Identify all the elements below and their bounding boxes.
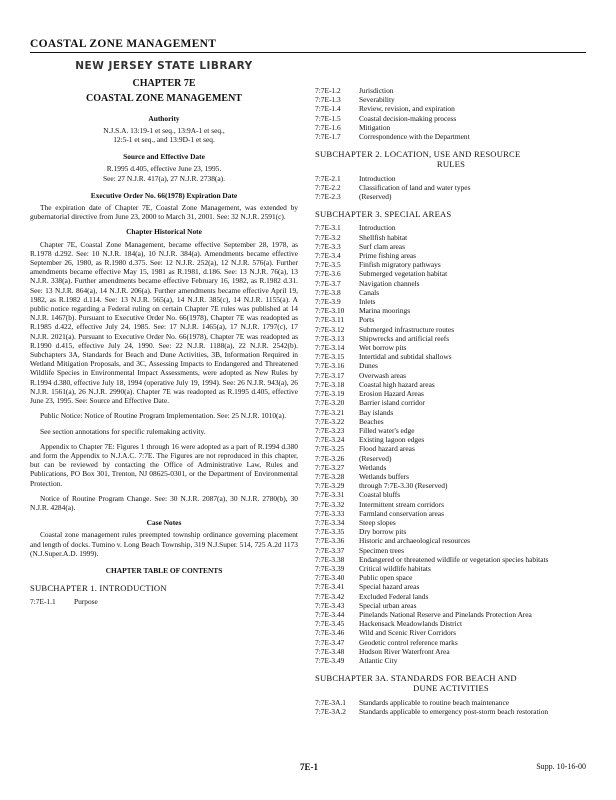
toc-item	[315, 638, 587, 647]
toc-item-number: 7:7E-1.6	[315, 122, 341, 132]
left-column	[30, 62, 298, 607]
toc-item-number: 7:7E-3.13	[315, 333, 345, 343]
toc-item	[315, 233, 587, 242]
toc-item-number: 7:7E-3.45	[315, 619, 345, 629]
toc-item-number: 7:7E-3.38	[315, 554, 345, 564]
toc-item	[315, 619, 587, 628]
toc-heading: CHAPTER TABLE OF CONTENTS	[105, 565, 223, 575]
toc-item-title: Classification of land and water types	[359, 182, 471, 192]
toc-item-title: Standards applicable to routine beach maintenance	[359, 697, 510, 707]
toc-item-title: Beaches	[359, 416, 384, 426]
subchapter-2-heading-line1: SUBCHAPTER 2. LOCATION, USE AND RESOURCE	[315, 149, 521, 160]
page-number: 7E-1	[300, 762, 318, 772]
toc-item-number: 7:7E-1.2	[315, 86, 341, 95]
toc-item	[315, 573, 587, 582]
toc-item	[315, 269, 587, 278]
toc-item	[315, 279, 587, 288]
toc-item	[315, 564, 587, 573]
toc-item-number: 7:7E-3.20	[315, 398, 345, 408]
toc-item	[315, 223, 587, 232]
toc-item-title: Jurisdiction	[359, 86, 394, 95]
toc-item-title: Excluded Federal lands	[359, 591, 429, 601]
toc-item	[315, 536, 587, 545]
toc-item	[315, 454, 587, 463]
toc-item	[315, 500, 587, 509]
toc-item-number: 7:7E-3.32	[315, 499, 345, 509]
toc-item	[315, 95, 587, 104]
toc-item-title: Introduction	[359, 173, 396, 183]
toc-item-title: Canals	[359, 287, 380, 297]
toc-item-number: 7:7E-3.2	[315, 232, 341, 242]
toc-item	[30, 597, 298, 606]
toc-item-number: 7:7E-2.2	[315, 182, 341, 192]
history-paragraph: Chapter 7E, Coastal Zone Management, became effective September 28, 1978, as R.1978 d.292. See: 10 N.J.R. 184(a), 10 N.J.R. 384(a). Amendments became effective September 26, 1980, as R.1980 d.375. See: 12 N.J.R. 252(a), 12 N.J.R. 576(a). Further amendments became effective May 15, 1981 as R.1981, d.186. See: 13 N.J.R. 76(a), 13 N.J.R. 338(a). Further amendments became effective February 16, 1982, as R.1982 d.31. See: 13 N.J.R. 864(a), 14 N.J.R. 206(a). Further amendments became effective April 19, 1982, as R.1982 d.114. See: 13 N.J.R. 565(a), 14 N.J.R. 385(c), 14 N.J.R. 1155(a). A public notice regarding a Federal ruling on certain Chapter 7E rules was published at 14 N.J.R. 1467(b). Pursuant to Executive Order No. 66(1978), Chapter 7E was readopted as R.1985 d.422, effective July 24, 1985. See: 17 N.J.R. 1465(a), 17 N.J.R. 1797(c), 17 N.J.R. 2021(a). Pursuant to Executive Order No. 66(1978), Chapter 7E was readopted as R.1990 d.415, effective July 24, 1990. See: 22 N.J.R. 1188(a), 22 N.J.R. 2542(b). Subchapters 3A, Standards for Beach and Dune Activities, 3B, Information Required in Wetland Mitigation Proposals, and 3C, Assessing Impacts to Endangered and Threatened Wildlife Species in Environmental Impact Assessments, were adopted as New Rules by R.1994 d.380, effective July 18, 1994 (operative July 19, 1994). See: 26 N.J.R. 943(a), 26 N.J.R. 1561(a), 26 N.J.R. 2990(a). Chapter 7E was readopted as R.1995 d.405, effective June 23, 1995. See: Source and Effective Date.	[30, 239, 298, 406]
toc-item	[315, 183, 587, 192]
toc-item-title: Critical wildlife habitats	[359, 563, 431, 573]
toc-item-title: Coastal high hazard areas	[359, 379, 435, 389]
toc-item-title: Severability	[359, 95, 395, 105]
toc-item	[315, 417, 587, 426]
chapter-label: CHAPTER 7E	[132, 78, 196, 90]
toc-item	[315, 288, 587, 297]
toc-item	[315, 426, 587, 435]
toc-item-number: 7:7E-3.26	[315, 453, 345, 463]
toc-item-title: Navigation channels	[359, 278, 420, 288]
toc-item-number: 7:7E-3.18	[315, 379, 345, 389]
toc-item-title: Atlantic City	[359, 655, 398, 665]
toc-item-title: Submerged vegetation habitat	[359, 269, 448, 279]
toc-item	[315, 481, 587, 490]
toc-item-number: 7:7E-2.1	[315, 173, 341, 183]
toc-item	[315, 389, 587, 398]
toc-item-number: 7:7E-3.7	[315, 278, 341, 288]
toc-item	[315, 334, 587, 343]
toc-item	[315, 306, 587, 315]
library-stamp: NEW JERSEY STATE LIBRARY	[75, 60, 253, 72]
toc-item-number: 7:7E-3.19	[315, 389, 345, 399]
toc-item-title: Special hazard areas	[359, 582, 420, 592]
toc-item-title: (Reserved)	[359, 453, 392, 463]
toc-item-title: Standards applicable to emergency post-storm beach restoration	[359, 706, 549, 716]
toc-item-number: 7:7E-3.47	[315, 637, 345, 647]
toc-item-number: 7:7E-3.33	[315, 508, 345, 518]
subchapter-3a-list	[315, 698, 587, 716]
subchapter-1-heading: SUBCHAPTER 1. INTRODUCTION	[30, 583, 167, 594]
toc-item-title: Special urban areas	[359, 600, 417, 610]
toc-item-title: Farmland conservation areas	[359, 508, 444, 518]
toc-item-number: 7:7E-3.11	[315, 315, 345, 325]
toc-item-title: Filled water's edge	[359, 425, 415, 435]
toc-item-title: Wild and Scenic River Corridors	[359, 628, 456, 638]
toc-item-title: Endangered or threatened wildlife or vegetation species habitats	[359, 554, 549, 564]
subchapter-3a-heading	[315, 673, 587, 693]
toc-item	[315, 371, 587, 380]
toc-item-number: 7:7E-3.36	[315, 536, 345, 546]
subchapter-3a-heading-line2: DUNE ACTIVITIES	[413, 683, 489, 694]
toc-item	[315, 260, 587, 269]
toc-item-number: 7:7E-3.44	[315, 609, 345, 619]
history-paragraph: Appendix to Chapter 7E: Figures 1 through 16 were adopted as a part of R.1994 d.380 and form the Appendix to N.J.A.C. 7:7E. The Figures are not reproduced in this chapter, but can be reviewed by contacting the Office of Administrative Law, Rules and Publications, PO Box 301, Trenton, NJ 08625-0301, or the Department of Environmental Protection.	[30, 441, 298, 488]
toc-item-title: Historic and archaeological resources	[359, 536, 471, 546]
toc-item	[315, 490, 587, 499]
toc-item-title: Marina moorings	[359, 306, 411, 316]
toc-item-title: Existing lagoon edges	[359, 435, 425, 445]
toc-item	[315, 104, 587, 113]
toc-item-title: Wetlands buffers	[359, 471, 409, 481]
toc-item	[315, 114, 587, 123]
toc-item	[315, 647, 587, 656]
toc-item	[315, 444, 587, 453]
toc-item-number: 7:7E-3.16	[315, 361, 345, 371]
toc-item	[315, 398, 587, 407]
toc-item	[315, 509, 587, 518]
right-column	[315, 86, 587, 716]
toc-item-number: 7:7E-3.9	[315, 297, 341, 307]
toc-item-title: Inlets	[359, 297, 376, 307]
toc-item-number: 7:7E-3.42	[315, 591, 345, 601]
toc-item-number: 7:7E-2.3	[315, 192, 341, 202]
subchapter-3-list	[315, 223, 587, 665]
toc-item	[315, 435, 587, 444]
toc-item-number: 7:7E-3.46	[315, 628, 345, 638]
subchapter-2-list	[315, 174, 587, 202]
toc-item	[315, 251, 587, 260]
subchapter-1-list	[315, 86, 587, 141]
toc-item-title: Wetlands	[359, 462, 387, 472]
toc-item-number: 7:7E-3.31	[315, 490, 345, 500]
toc-item-number: 7:7E-3.28	[315, 471, 345, 481]
chapter-title: COASTAL ZONE MANAGEMENT	[86, 93, 242, 105]
toc-item-title: Review, revision, and expiration	[359, 104, 455, 114]
toc-item	[315, 463, 587, 472]
toc-item-title: Shellfish habitat	[359, 232, 408, 242]
toc-item-number: 7:7E-3.4	[315, 251, 341, 261]
toc-item-title: Correspondence with the Department	[359, 132, 470, 142]
toc-item-title: Steep slopes	[359, 517, 396, 527]
toc-item-title: Wet borrow pits	[359, 343, 407, 353]
toc-item-number: 7:7E-3.27	[315, 462, 345, 472]
toc-item	[315, 361, 587, 370]
toc-item-number: 7:7E-3.12	[315, 324, 345, 334]
supplement-date: Supp. 10-16-00	[536, 762, 586, 771]
running-header: COASTAL ZONE MANAGEMENT	[30, 38, 586, 53]
toc-item-title: Mitigation	[359, 122, 391, 132]
toc-item-number: 7:7E-3.37	[315, 545, 345, 555]
toc-item	[315, 555, 587, 564]
toc-item-title: Ports	[359, 315, 375, 325]
toc-item-title: Dry borrow pits	[359, 527, 407, 537]
toc-item-number: 7:7E-1.1	[30, 597, 56, 607]
toc-item	[315, 325, 587, 334]
toc-item-number: 7:7E-3.3	[315, 241, 341, 251]
toc-item	[315, 707, 587, 716]
toc-item-number: 7:7E-3.14	[315, 343, 345, 353]
toc-item-title: Coastal bluffs	[359, 490, 401, 500]
executive-order-text: The expiration date of Chapter 7E, Coastal Zone Management, was extended by gubernatorial directive from June 23, 2000 to March 31, 2001. See: 32 N.J.R. 2591(c).	[30, 203, 298, 222]
history-paragraph: Public Notice: Notice of Routine Program Implementation. See: 25 N.J.R. 1010(a).	[40, 411, 287, 421]
toc-item-title: Public open space	[359, 573, 413, 583]
toc-item-number: 7:7E-3.10	[315, 306, 345, 316]
toc-item-number: 7:7E-3.1	[315, 223, 341, 233]
toc-item	[315, 174, 587, 183]
toc-item-title: Pinelands National Reserve and Pinelands Protection Area	[359, 609, 532, 619]
toc-item-title: Erosion Hazard Areas	[359, 389, 424, 399]
toc-item-title: Bay islands	[359, 407, 394, 417]
toc-item-title: Specimen trees	[359, 545, 404, 555]
authority-line: N.J.S.A. 13:19-1 et seq., 13:9A-1 et seq.,	[103, 125, 225, 135]
toc-item-title: Dunes	[359, 361, 378, 371]
toc-item-title: Hackensack Meadowlands District	[359, 619, 463, 629]
toc-item-title: Overwash areas	[359, 370, 406, 380]
toc-item-number: 7:7E-3A.1	[315, 697, 346, 707]
toc-item	[315, 192, 587, 201]
history-heading: Chapter Historical Note	[126, 227, 202, 237]
toc-item-number: 7:7E-3.29	[315, 481, 345, 491]
toc-item-number: 7:7E-3.17	[315, 370, 345, 380]
toc-item-title: through 7:7E-3.30 (Reserved)	[359, 481, 448, 491]
toc-item-title: Surf clam areas	[359, 241, 405, 251]
toc-item-number: 7:7E-1.4	[315, 104, 341, 114]
toc-item	[315, 472, 587, 481]
toc-item	[315, 610, 587, 619]
toc-item	[315, 352, 587, 361]
toc-item-title: Hudson River Waterfront Area	[359, 646, 450, 656]
toc-item	[315, 315, 587, 324]
toc-item	[315, 656, 587, 665]
toc-item-number: 7:7E-3.48	[315, 646, 345, 656]
toc-item	[315, 527, 587, 536]
authority-heading: Authority	[148, 113, 180, 123]
subchapter-3a-heading-line1: SUBCHAPTER 3A. STANDARDS FOR BEACH AND	[315, 673, 517, 684]
toc-item-number: 7:7E-3.23	[315, 425, 345, 435]
toc-item	[315, 132, 587, 141]
toc-item	[315, 582, 587, 591]
toc-item-number: 7:7E-1.7	[315, 132, 341, 142]
toc-item-number: 7:7E-3A.2	[315, 706, 346, 716]
toc-item	[315, 546, 587, 555]
toc-item-number: 7:7E-3.21	[315, 407, 345, 417]
source-line: See: 27 N.J.R. 417(a), 27 N.J.R. 2738(a).	[103, 173, 225, 183]
toc-item-number: 7:7E-3.5	[315, 260, 341, 270]
toc-item-title: Geodetic control reference marks	[359, 637, 458, 647]
toc-item-number: 7:7E-3.49	[315, 655, 345, 665]
case-notes-text: Coastal zone management rules preempted township ordinance governing placement and length of docks. Tumino v. Long Beach Township, 319 N.J.Super. 514, 725 A.2d 1173 (N.J.Super.A.D. 1999).	[30, 530, 298, 558]
toc-item-title: Flood hazard areas	[359, 444, 415, 454]
toc-item-title: Submerged infrastructure routes	[359, 324, 455, 334]
toc-item-number: 7:7E-3.25	[315, 444, 345, 454]
toc-item	[315, 123, 587, 132]
toc-item	[315, 601, 587, 610]
executive-order-heading: Executive Order No. 66(1978) Expiration Date	[90, 190, 238, 200]
toc-item	[315, 380, 587, 389]
toc-item-number: 7:7E-3.43	[315, 600, 345, 610]
toc-item-number: 7:7E-3.41	[315, 582, 345, 592]
toc-item-title: Intertidal and subtidal shallows	[359, 352, 452, 362]
toc-item	[315, 518, 587, 527]
toc-item-title: Prime fishing areas	[359, 251, 417, 261]
history-paragraph: Notice of Routine Program Change. See: 30 N.J.R. 2087(a), 30 N.J.R. 2780(b), 30 N.J.R. 4284(a).	[30, 493, 298, 512]
authority-line: 12:5-1 et seq., and 13:9D-1 et seq.	[113, 135, 215, 145]
toc-item-title: (Reserved)	[359, 192, 392, 202]
toc-item	[315, 408, 587, 417]
toc-item-number: 7:7E-3.6	[315, 269, 341, 279]
toc-item	[315, 343, 587, 352]
toc-item	[315, 592, 587, 601]
toc-item-number: 7:7E-1.3	[315, 95, 341, 105]
source-heading: Source and Effective Date	[123, 152, 205, 162]
toc-item-title: Shipwrecks and artificial reefs	[359, 333, 450, 343]
toc-item-title: Coastal decision-making process	[359, 113, 457, 123]
toc-item-title: Intermittent stream corridors	[359, 499, 444, 509]
toc-item-number: 7:7E-3.22	[315, 416, 345, 426]
toc-item	[315, 297, 587, 306]
toc-item-number: 7:7E-3.24	[315, 435, 345, 445]
toc-item-title: Finfish migratory pathways	[359, 260, 441, 270]
toc-item	[315, 698, 587, 707]
toc-item	[315, 242, 587, 251]
toc-item-title: Purpose	[74, 597, 98, 607]
history-paragraph: See section annotations for specific rulemaking activity.	[40, 426, 206, 436]
toc-item-title: Introduction	[359, 223, 396, 233]
subchapter-2-heading-line2: RULES	[436, 159, 466, 170]
subchapter-2-heading	[315, 149, 587, 169]
toc-item-number: 7:7E-3.39	[315, 563, 345, 573]
source-line: R.1995 d.405, effective June 23, 1995.	[106, 164, 222, 174]
toc-item-number: 7:7E-3.35	[315, 527, 345, 537]
toc-item-number: 7:7E-3.34	[315, 517, 345, 527]
toc-item-number: 7:7E-1.5	[315, 113, 341, 123]
case-notes-heading: Case Notes	[146, 518, 182, 528]
toc-item-number: 7:7E-3.8	[315, 287, 341, 297]
toc-item-number: 7:7E-3.40	[315, 573, 345, 583]
toc-item-title: Barrier island corridor	[359, 398, 426, 408]
subchapter-3-heading: SUBCHAPTER 3. SPECIAL AREAS	[315, 209, 452, 220]
toc-item-number: 7:7E-3.15	[315, 352, 345, 362]
toc-item	[315, 86, 587, 95]
toc-item	[315, 628, 587, 637]
